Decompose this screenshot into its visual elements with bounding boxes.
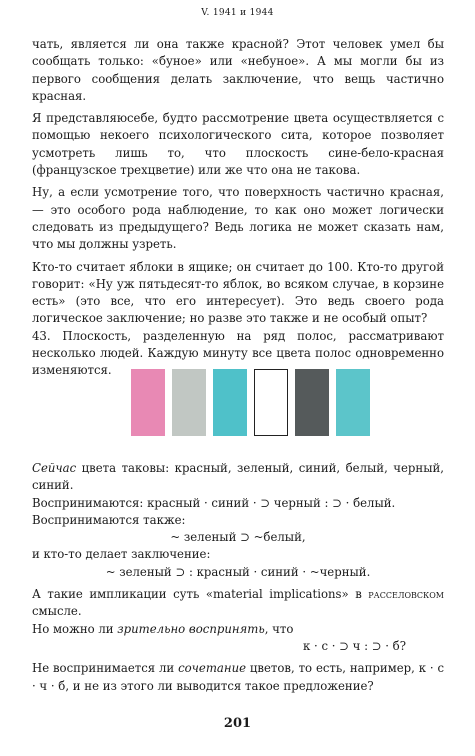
small-caps-word: расселовском [368, 587, 444, 602]
paragraph [32, 660, 444, 695]
italic-word: сочетание [178, 661, 247, 676]
formula: ~ зеленый ⊃ ~белый, [170, 530, 306, 545]
text-run: А такие импликации суть «material implications» в [32, 587, 369, 602]
paragraph [32, 586, 444, 621]
paragraph: Я представляюсебе, будто рассмотрение цвета осуществляется с помощью некоего психологического сита, которое позволяет усмотреть лишь то, что плоскость сине-бело-красная (французское трехцветие) или же что она не такова. [32, 111, 444, 178]
paragraph: 43. Плоскость, разделенную на ряд полос, рассматривают несколько людей. Каждую минуту все цвета полос одновременно изменяются. [32, 328, 444, 378]
stripe-cyan [213, 369, 247, 436]
text-run: Но можно ли [32, 621, 118, 636]
paragraph: Воспринимаются: красный · синий · ⊃ черный : ⊃ · белый. [32, 495, 396, 510]
page-number: 201 [223, 716, 252, 731]
paragraph: Кто-то считает яблоки в ящике; он считает до 100. Кто-то другой говорит: «Ну уж пятьдесят-то яблок, во всяком случае, в корзине есть» (это все, что его интересует). Это ведь своего рода логическое заключение; но разве это также и не особый опыт? [32, 259, 444, 326]
text-run: цветов, то есть, например, к · с · ч · б, и не из этого ли выводится такое предложение? [32, 661, 444, 693]
body-text-bottom [32, 460, 444, 695]
body-text-top [32, 36, 444, 380]
stripe-black [295, 369, 329, 436]
formula: ~ зеленый ⊃ : красный · синий · ~черный. [105, 564, 371, 579]
text-run: смысле. [32, 604, 82, 619]
paragraph: Ну, а если усмотрение того, что поверхность частично красная, — это особого рода наблюдение, то как оно может логически следовать из предыдущего? Ведь логика не может сказать нам, что мы должны узреть. [32, 185, 444, 252]
stripe-white [254, 369, 288, 436]
formula: к · с · ⊃ ч : ⊃ · б? [303, 638, 406, 653]
paragraph: и кто-то делает заключение: [32, 547, 211, 562]
stripe-gray [172, 369, 206, 436]
stripe-cyan [336, 369, 370, 436]
paragraph: чать, является ли она также красной? Этот человек умел бы сообщать только: «буное» или «небуное». А мы могли бы из первого сообщения делать заключение, что вещь частично красная. [32, 37, 444, 103]
paragraph [32, 621, 444, 638]
paragraph: Воспринимаются также: [32, 512, 186, 527]
color-stripes-figure [131, 369, 371, 436]
paragraph [32, 460, 444, 495]
running-head: V. 1941 и 1944 [201, 8, 274, 18]
text-run: Не воспринимается ли [32, 661, 179, 676]
italic-phrase: зрительно воспринять [117, 621, 265, 636]
text-run: цвета таковы: красный, зеленый, синий, белый, черный, синий. [32, 461, 444, 493]
text-run: , что [264, 621, 294, 636]
italic-word: Сейчас [32, 461, 77, 475]
stripe-pink [131, 369, 165, 436]
